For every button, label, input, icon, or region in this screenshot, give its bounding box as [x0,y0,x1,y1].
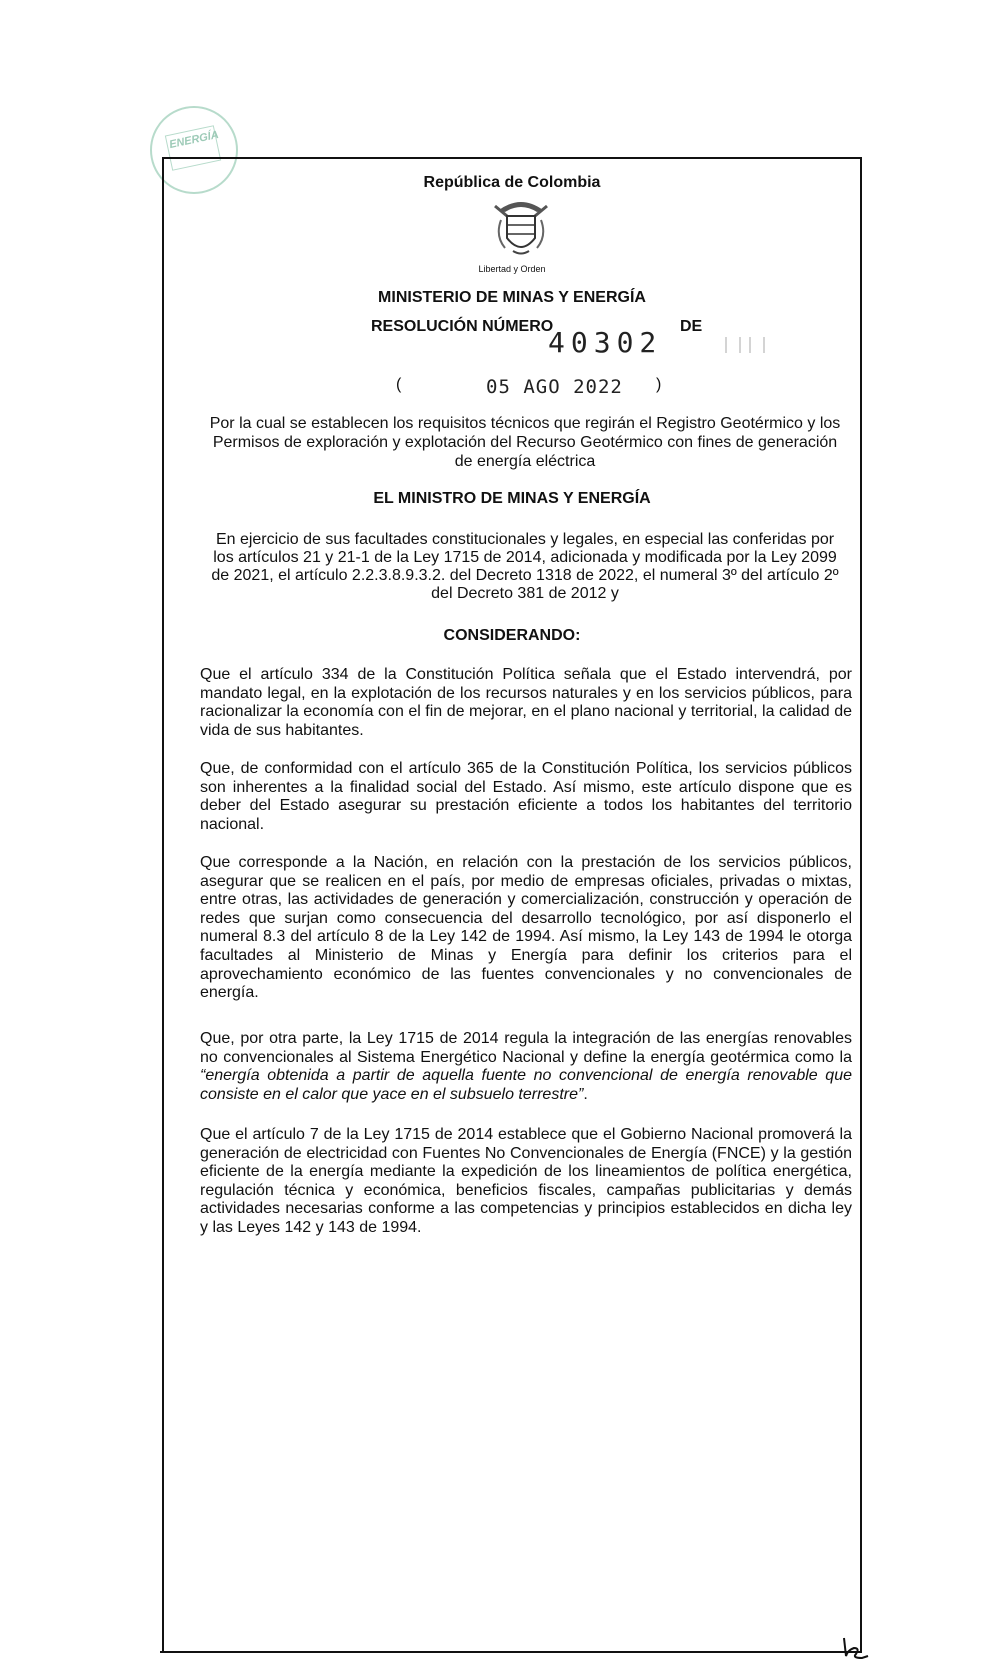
legal-powers-paragraph: En ejercicio de sus facultades constitucionales y legales, en especial las conferidas por los artículos 21 y 21-1 de la Ley 1715 de 2014, adicionada y modificada por la Ley 2099 de 2021, el artículo 2.2.3.8.9.3.2. del Decreto 1318 de 2022, el numeral 3º del artículo 2º del Decreto 381 de 2012 y [211,531,839,602]
considerando-paragraph-5: Que el artículo 7 de la Ley 1715 de 2014 establece que el Gobierno Nacional promoverá la generación de electricidad con Fuentes No Convencionales de Energía (FNCE) y la gestión eficiente de la energía mediante la expedición de los lineamientos de política energética, regulación técnica y económica, beneficios fiscales, campañas publicitarias y demás actividades necesarias conforme a las competencias y principios establecidos en dicha ley y las Leyes 142 y 143 de 1994. [200,1126,852,1236]
considerando-paragraph-3: Que corresponde a la Nación, en relación con la prestación de los servicios públicos, asegurar que se realicen en el país, por medio de empresas oficiales, privadas o mixtas, entre otras, las actividades de generación y comercialización, construcción y operación de redes que surjan como consecuencia del desarrollo tecnológico, por así disponerlo el numeral 8.3 del artículo 8 de la Ley 142 de 1994. Así mismo, la Ley 143 de 1994 le otorga facultades al Ministerio de Minas y Energía para definir los criterios para el aprovechamiento económico de las fuentes convencionales y no convencionales de energía. [200,854,852,1002]
minister-title: EL MINISTRO DE MINAS Y ENERGÍA [373,490,651,507]
paragraph-4-end: . [583,1085,588,1103]
resolution-label: RESOLUCIÓN NÚMERO [371,318,554,335]
date-paren-open: ( [396,376,402,393]
considerando-heading: CONSIDERANDO: [443,627,581,644]
paragraph-4-lead: Que, por otra parte, la Ley 1715 de 2014 regula la integración de las energías renovables no convencionales al Sistema Energético Nacional y define la energía geotérmica como la [200,1030,852,1066]
considerando-paragraph-2: Que, de conformidad con el artículo 365 de la Constitución Política, los servicios públicos son inherentes a la finalidad social del Estado. Así mismo, este artículo dispone que es deber del Estado asegurar su prestación eficiente a todos los habitantes del territorio nacional. [200,760,852,833]
resolution-number: 40302 [548,326,663,359]
stamp-text: ENERGÍA [168,128,220,152]
ministry-heading: MINISTERIO DE MINAS Y ENERGÍA [378,289,646,306]
frame-bottom-rule [160,1651,862,1653]
coat-of-arms-icon [491,196,551,266]
date-paren-close: ) [656,376,662,393]
resolution-subject: Por la cual se establecen los requisitos técnicos que regirán el Registro Geotérmico y los Permisos de exploración y explotación del Recurso Geotérmico con fines de generación de energía eléctrica [209,415,841,470]
paragraph-4-quote: “energía obtenida a partir de aquella fuente no convencional de energía renovable que consiste en el calor que yace en el subsuelo terrestre” [200,1067,852,1103]
faded-year-mark [720,335,780,355]
resolution-de-label: DE [680,318,703,335]
coat-motto: Libertad y Orden [478,264,546,274]
considerando-paragraph-1: Que el artículo 334 de la Constitución Política señala que el Estado intervendrá, por mandato legal, en la explotación de los recursos naturales y en los servicios públicos, para racionalizar la economía con el fin de mejorar, en el plano nacional y territorial, la calidad de vida de sus habitantes. [200,666,852,739]
considerando-paragraph-4 [200,1030,852,1104]
country-heading: República de Colombia [423,174,601,191]
handwritten-initial-mark [838,1636,872,1662]
date-stamp: 05 AGO 2022 [486,376,623,398]
